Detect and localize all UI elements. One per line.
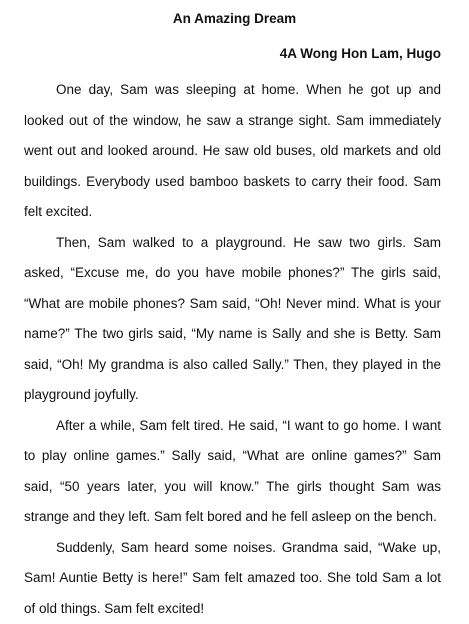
- document-title: An Amazing Dream: [24, 10, 445, 28]
- paragraph-4: Suddenly, Sam heard some noises. Grandma said, “Wake up, Sam! Auntie Betty is here!” Sam felt amazed too. She told Sam a lot of old things. Sam felt excited!: [24, 533, 445, 624]
- author-line: 4A Wong Hon Lam, Hugo: [24, 45, 441, 63]
- paragraph-2: Then, Sam walked to a playground. He saw two girls. Sam asked, “Excuse me, do you have mobile phones?” The girls said, “What are mobile phones? Sam said, “Oh! Never mind. What is your name?” The two girls said, “My name is Sally and she is Betty. Sam said, “Oh! My grandma is also called Sally.” Then, they played in the playground joyfully.: [24, 228, 445, 411]
- paragraph-1: One day, Sam was sleeping at home. When he got up and looked out of the window, he saw a strange sight. Sam immediately went out and looked around. He saw old buses, old markets and old buildings. Everybody used bamboo baskets to carry their food. Sam felt excited.: [24, 75, 445, 228]
- paragraph-3: After a while, Sam felt tired. He said, “I want to go home. I want to play online games.” Sally said, “What are online games?” Sam said, “50 years later, you will know.” The girls thought Sam was strange and they left. Sam felt bored and he fell asleep on the bench.: [24, 411, 445, 533]
